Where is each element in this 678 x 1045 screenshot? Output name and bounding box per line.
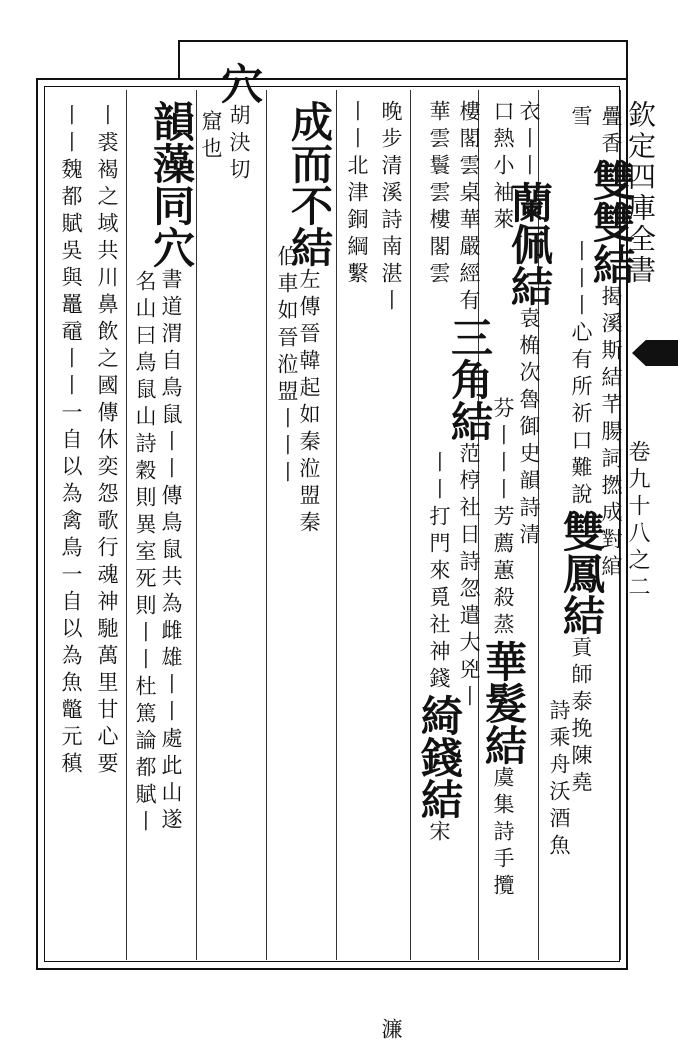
text-run: 貢師泰挽陳堯 [569, 636, 593, 798]
text-run: 揭溪斯結芊腸詞撚成對綰 [599, 285, 623, 582]
column-divider [126, 90, 127, 960]
book-title: 欽定四庫全書 [624, 100, 657, 286]
text-run: 書道渭自鳥鼠丨丨傳鳥鼠共為雌雄丨丨處此山遂 [159, 268, 183, 835]
entry-heading: 成而不結 [285, 100, 334, 268]
text-column [96, 104, 117, 779]
entry-heading: 雙雙結 [587, 159, 636, 285]
text-run: 宋 [427, 820, 451, 847]
text-run: 丨丨北津銅綱繫 [345, 100, 369, 289]
rhyme-character: 穴 [215, 62, 264, 104]
text-run: 胡決切 [227, 104, 251, 185]
text-run: 丨丨打門來覓社神錢 [427, 289, 451, 694]
text-run: 袁桷次魯御史韻詩清 [517, 307, 541, 550]
text-run: 窟也 [199, 110, 223, 164]
text-run: 濂 [379, 316, 403, 1045]
text-run: 丨丨魏都賦吳與鼉黿丨丨一自以為禽鳥一自以為魚鼈元稹 [59, 104, 83, 779]
text-run: 樓閣雲桌華嚴經有 [457, 100, 481, 316]
entry-heading: 雙鳳結 [557, 510, 606, 636]
section-heading: 韻藻同穴 [147, 100, 196, 268]
text-column [60, 104, 81, 779]
text-run: 詩乘舟沃酒魚 [547, 105, 571, 861]
column-divider [196, 90, 197, 960]
text-run: 雪 [569, 105, 593, 132]
volume-label: 卷九十八之二 [625, 440, 650, 602]
text-run: 左傳晉韓起如秦涖盟秦 [297, 268, 321, 538]
text-run: 伯車如晉涖盟丨丨丨 [275, 245, 299, 488]
text-run: 虞集詩手攬 [491, 766, 515, 901]
text-run: 疊香 [599, 105, 623, 159]
text-column [415, 100, 464, 847]
entry-heading: 蘭佩結 [505, 181, 554, 307]
column-divider [336, 90, 337, 960]
text-run: 華雲鬟雲樓閣雲 [427, 100, 451, 289]
text-run: 晚步清溪詩南湛丨 [379, 100, 403, 316]
text-column [276, 245, 297, 488]
text-run: 范梈社日詩忽遣大兇丨 [457, 442, 481, 712]
text-column [134, 270, 155, 837]
column-divider [266, 90, 267, 960]
column-divider [410, 90, 411, 960]
text-run: 丨丨丨心有所祈口難說 [569, 132, 593, 510]
text-column [215, 62, 264, 185]
entry-heading: 三角結 [445, 316, 494, 442]
text-column [380, 100, 401, 1045]
text-column [200, 110, 221, 164]
entry-heading: 綺錢結 [415, 694, 464, 820]
text-run: 芬丨丨丨芳薦蕙殺蒸 [491, 235, 515, 640]
text-run: 口熱小袖萊 [491, 100, 515, 235]
text-run: 名山曰鳥鼠山詩穀則異室死則丨丨杜篤論都賦丨 [133, 270, 157, 837]
text-run: 丨裘褐之域共川鼻飲之國傳休奕怨歌行魂神馳萬里甘心要 [95, 104, 119, 779]
text-column [346, 100, 367, 289]
fishtail-marker [632, 340, 678, 366]
text-run [487, 100, 511, 937]
entry-heading: 華髮結 [479, 640, 528, 766]
text-run: 衣丨丨 [517, 100, 541, 181]
